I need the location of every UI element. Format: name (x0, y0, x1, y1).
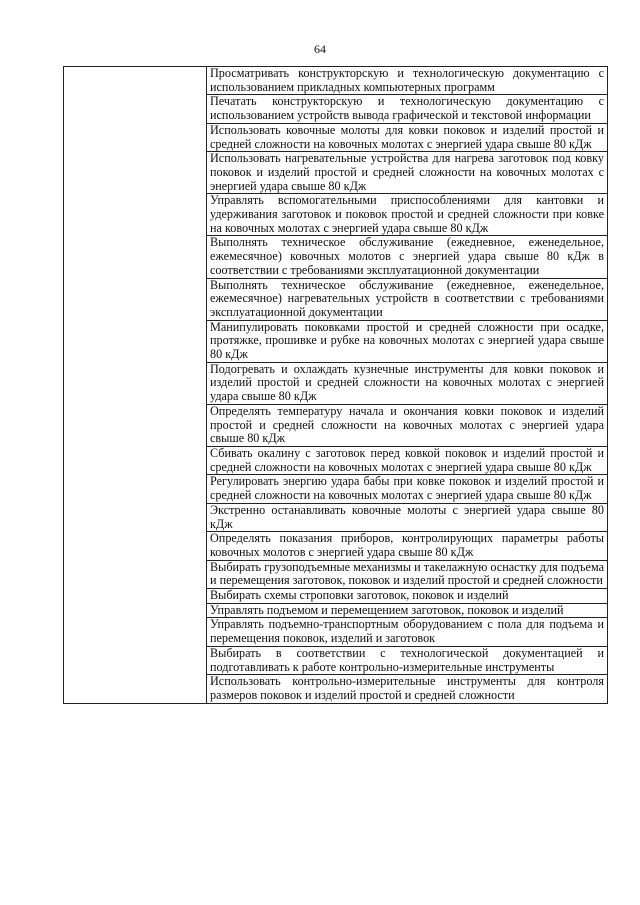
skill-cell: Выбирать в соответствии с технологической документацией и подготавливать к работе контрольно-измерительные инструменты (207, 646, 608, 674)
table-row (64, 404, 608, 446)
table-row (64, 675, 608, 703)
empty-label-cell (64, 446, 207, 474)
skill-cell: Сбивать окалину с заготовок перед ковкой поковок и изделий простой и средней сложности на ковочных молотах с энергией удара свыше 80 кДж (207, 446, 608, 474)
skill-cell: Использовать ковочные молоты для ковки поковок и изделий простой и средней сложности на ковочных молотах с энергией удара свыше 80 кДж (207, 123, 608, 151)
skill-cell: Регулировать энергию удара бабы при ковке поковок и изделий простой и средней сложности на ковочных молотах с энергией удара свыше 80 кДж (207, 475, 608, 503)
skill-cell: Просматривать конструкторскую и технологическую документацию с использованием прикладных компьютерных программ (207, 67, 608, 95)
table-row (64, 646, 608, 674)
page-number: 64 (314, 42, 326, 56)
empty-label-cell (64, 475, 207, 503)
table-row (64, 560, 608, 588)
skill-cell: Использовать контрольно-измерительные инструменты для контроля размеров поковок и изделий простой и средней сложности (207, 675, 608, 703)
empty-label-cell (64, 603, 207, 618)
table-row (64, 67, 608, 95)
skill-cell: Использовать нагревательные устройства для нагрева заготовок под ковку поковок и изделий простой и средней сложности на ковочных молотах с энергией удара свыше 80 кДж (207, 152, 608, 194)
empty-label-cell (64, 618, 207, 646)
skills-table-body (64, 67, 608, 704)
empty-label-cell (64, 675, 207, 703)
table-row (64, 618, 608, 646)
skill-cell: Манипулировать поковками простой и средней сложности при осадке, протяжке, прошивке и рубке на ковочных молотах с энергией удара свыше 80 кДж (207, 320, 608, 362)
empty-label-cell (64, 320, 207, 362)
skill-cell: Выполнять техническое обслуживание (ежедневное, еженедельное, ежемесячное) нагревательных устройств в соответствии с требованиями эксплуатационной документации (207, 278, 608, 320)
table-row (64, 603, 608, 618)
empty-label-cell (64, 123, 207, 151)
skill-cell: Управлять подъемом и перемещением заготовок, поковок и изделий (207, 603, 608, 618)
skill-cell: Определять показания приборов, контролирующих параметры работы ковочных молотов с энергией удара свыше 80 кДж (207, 532, 608, 560)
skill-cell: Выбирать грузоподъемные механизмы и такелажную оснастку для подъема и перемещения заготовок, поковок и изделий простой и средней сложности (207, 560, 608, 588)
empty-label-cell (64, 95, 207, 123)
empty-label-cell (64, 589, 207, 604)
table-row (64, 362, 608, 404)
table-row (64, 589, 608, 604)
skills-table (63, 66, 608, 704)
empty-label-cell (64, 560, 207, 588)
table-row (64, 446, 608, 474)
table-row (64, 152, 608, 194)
skill-cell: Экстренно останавливать ковочные молоты с энергией удара свыше 80 кДж (207, 503, 608, 531)
table-row (64, 475, 608, 503)
skill-cell: Управлять вспомогательными приспособлениями для кантовки и удерживания заготовок и поковок простой и средней сложности при ковке на ковочных молотах с энергией удара свыше 80 кДж (207, 194, 608, 236)
table-row (64, 278, 608, 320)
skill-cell: Управлять подъемно-транспортным оборудованием с пола для подъема и перемещения поковок, изделий и заготовок (207, 618, 608, 646)
empty-label-cell (64, 503, 207, 531)
skill-cell: Печатать конструкторскую и технологическую документацию с использованием устройств вывода графической и текстовой информации (207, 95, 608, 123)
empty-label-cell (64, 152, 207, 194)
table-row (64, 503, 608, 531)
table-row (64, 532, 608, 560)
empty-label-cell (64, 404, 207, 446)
table-row (64, 95, 608, 123)
table-row (64, 123, 608, 151)
table-row (64, 236, 608, 278)
skill-cell: Выполнять техническое обслуживание (ежедневное, еженедельное, ежемесячное) ковочных молотов с энергией удара свыше 80 кДж в соответствии с требованиями эксплуатационной документации (207, 236, 608, 278)
empty-label-cell (64, 67, 207, 95)
empty-label-cell (64, 278, 207, 320)
skill-cell: Подогревать и охлаждать кузнечные инструменты для ковки поковок и изделий простой и средней сложности на ковочных молотах с энергией удара свыше 80 кДж (207, 362, 608, 404)
empty-label-cell (64, 194, 207, 236)
table-row (64, 194, 608, 236)
empty-label-cell (64, 532, 207, 560)
empty-label-cell (64, 362, 207, 404)
skill-cell: Выбирать схемы строповки заготовок, поковок и изделий (207, 589, 608, 604)
table-row (64, 320, 608, 362)
empty-label-cell (64, 236, 207, 278)
skill-cell: Определять температуру начала и окончания ковки поковок и изделий простой и средней сложности на ковочных молотах с энергией удара свыше 80 кДж (207, 404, 608, 446)
empty-label-cell (64, 646, 207, 674)
